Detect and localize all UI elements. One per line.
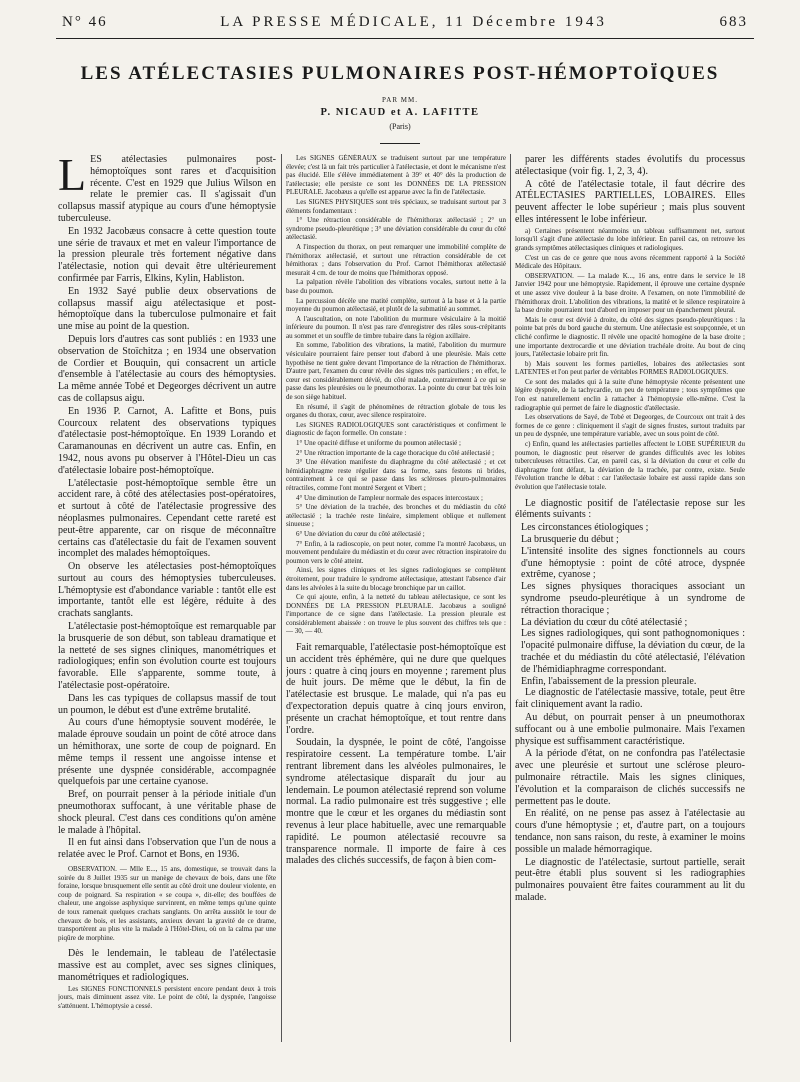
paragraph-small: Les SIGNES GÉNÉRAUX se traduisent surtout par une température élevée; c'est là un fait très particulier à l'atélectasie, et dont le mécanisme n'est pas élucidé. Elle s'élève immédiatement à 39° et 40° dès la production de l'atélectasie; elle persiste ce sont les DONNÉES DE LA PRESSION PLEURALE. Jacobæus a qu'elle est apparue avec la fin de l'atélectasie. — [286, 154, 506, 197]
paragraph: L'atélectasie post-hémoptoïque semble être un accident rare, à côté des atélectasies post-opératoires, et surtout à côté de l'atélectasie progressive des néoplasmes pulmonaires. Cependant cette rareté est peut-être apparente, car on risque de méconnaître certains cas d'atélectasie du fait de l'examen souvent incomplet des malades hémoptoïques. — [58, 477, 276, 560]
paragraph: On observe les atélectasies post-hémoptoïques surtout au cours des hémoptysies tuberculeuses. L'hémoptysie est d'abondance variable : tantôt elle est importante, tantôt elle est légère, réduite à des crachats sanglants. — [58, 561, 276, 620]
paragraph: parer les différents stades évolutifs du processus atélectasique (voir fig. 1, 2, 3, 4). — [515, 154, 745, 177]
paragraph: En réalité, on ne pense pas assez à l'atélectasie au cours d'une hémoptysie ; et, d'autre part, on a toujours tendance, non sans raison, du reste, à examiner le moins possible un malade hémorragique. — [515, 808, 745, 855]
column-2 — [286, 154, 506, 1048]
issue-number: N° 46 — [62, 14, 108, 30]
drop-cap: L — [58, 154, 87, 200]
article-title: LES ATÉLECTASIES PULMONAIRES POST-HÉMOPTOÏQUES — [80, 63, 720, 84]
paragraph: Depuis lors d'autres cas sont publiés : en 1933 une observation de Stoïchitza ; en 1934 une observation de Cordier et Bouquin, qui consacrent un article d'ensemble à l'atélectasie au cours des hémoptysies. La même année Tobé et Degeorges décrivent un autre cas de collapsus aigu. — [58, 333, 276, 404]
paragraph: A côté de l'atélectasie totale, il faut décrire des ATÉLECTASIES PARTIELLES, LOBAIRES. Elles peuvent affecter le lobe supérieur ; mais plus souvent elles intéressent le lobe inférieur. — [515, 178, 745, 225]
paragraph-small: La palpation révèle l'abolition des vibrations vocales, surtout nette à la base du poumon. — [286, 278, 506, 295]
paragraph: Le diagnostic de l'atélectasie, surtout partielle, serait peut-être établi plus souvent si les radiographies pulmonaires pouvaient être faites couramment au lit du malade. — [515, 856, 745, 903]
byline-par: PAR MM. — [382, 96, 418, 104]
paragraph-small: En somme, l'abolition des vibrations, la matité, l'abolition du murmure vésiculaire pourraient faire penser tout d'abord à une pleurésie. Mais cette hypothèse ne tient guère devant l'importance de la rétraction de l'hémithorax. D'autre part, l'examen du cœur révèle des signes très particuliers ; en effet, le cœur est considérablement dévié, du côté malade, contrairement à ce qui se passe dans les pleurésies ou le pneumothorax. La pointe du cœur bat très loin de son siège habituel. — [286, 341, 506, 402]
paragraph-small: Ce sont des malades qui à la suite d'une hémoptysie récente présentent une légère dyspnée, de la tachycardie, un peu de température ; tous symptômes que l'on est naturellement enclin à rattacher à l'hémoptysie elle-même. C'est la radiographie qui permet de faire le diagnostic d'atélectasie. — [515, 377, 745, 412]
page-number: 683 — [719, 14, 748, 30]
paragraph-small: Les SIGNES FONCTIONNELS persistent encore pendant deux à trois jours, mais diminuent assez vite. Le point de côté, la dyspnée, l'angoisse s'atténuent. L'hémoptysie a cessé. — [58, 984, 276, 1010]
paragraph-small: Ainsi, les signes cliniques et les signes radiologiques se complètent étroitement, pour traduire le syndrome atélectasique, attestant l'absence d'air dans les alvéoles à la suite du blocage bronchique par un caillot. — [286, 566, 506, 592]
paragraph-small: C'est un cas de ce genre que nous avons récemment rapporté à la Société Médicale des Hôpitaux. — [515, 253, 745, 271]
diagnostic-list — [515, 522, 745, 687]
paragraph: L'atélectasie post-hémoptoïque est remarquable par la brusquerie de son début, son tableau dramatique et la netteté de ses signes cliniques, manométriques et radiologiques; enfin son évolution courte est toujours favorable. Elle s'apparente, somme toute, à l'atélectasie post-opératoire. — [58, 621, 276, 692]
paragraph: En 1932 Jacobæus consacre à cette question toute une série de travaux et met en valeur l'importance de la pression pleurale très fortement négative dans l'atélectasie, notion qui devait être ultérieurement confirmée par Farris, Elkins, Kylin, Habliston. — [58, 225, 276, 284]
paragraph: Dès le lendemain, le tableau de l'atélectasie massive est au complet, avec ses signes cliniques, manométriques et radiologiques. — [58, 948, 276, 983]
paragraph-small: 5° Une déviation de la trachée, des bronches et du médiastin du côté atélectasié ; la trachée reste linéaire, simplement oblique et nullement sinueuse ; — [286, 503, 506, 529]
list-item: Les signes radiologiques, qui sont pathognomoniques : l'opacité pulmonaire diffuse, la déviation du cœur, de la trachée et du médiastin du côté atélectasié, l'élévation de l'hémidiaphragme correspondant. — [521, 628, 745, 675]
observation-note: OBSERVATION. — La malade K..., 16 ans, entre dans le service le 18 Janvier 1942 pour une hémoptysie. Rapidement, il éprouve une certaine dyspnée et une assez vive douleur à la base droite. A l'examen, on note l'immobilité de l'hémithorax droit. L'abolition des vibrations, la matité et le silence respiratoire à la base droite pourraient tout d'abord en imposer pour un épanchement pleural. — [515, 271, 745, 315]
paragraph-small: 1° Une opacité diffuse et uniforme du poumon atélectasié ; — [296, 439, 461, 447]
paragraph: Fait remarquable, l'atélectasie post-hémoptoïque est un accident très éphémère, qui ne dure que quelques jours : quatre à cinq jours en moyenne ; rarement plus de huit jours. De même que le début, la fin de l'atélectasie est brusque. Le malade, qui n'a pas eu d'expectoration depuis quatre à cinq jours environ, présente un crachat hémoptoïque, et tout rentre dans l'ordre. — [286, 642, 506, 736]
author-location: (Paris) — [389, 122, 411, 131]
paragraph-small: a) Certaines présentent néanmoins un tableau suffisamment net, surtout lorsqu'il s'agit d'une atélectasie du lobe inférieur. En pareil cas, on retrouve les grands symptômes atélectasiques cliniques et radiologiques. — [515, 226, 745, 252]
paragraph-small: 6° Une déviation du cœur du côté atélectasié ; — [296, 529, 425, 538]
article-authors: P. NICAUD et A. LAFITTE — [320, 107, 480, 118]
paragraph: LES atélectasies pulmonaires post-hémoptoïques sont rares et d'acquisition récente. C'est en 1929 que Julius Wilson en relate le premier cas. Il s'agissait d'un collapsus massif atypique au cours d'une hémoptysie tuberculeuse. — [58, 154, 276, 224]
paragraph: Le diagnostic positif de l'atélectasie repose sur les éléments suivants : — [515, 497, 745, 521]
paragraph-small: En résumé, il s'agit de phénomènes de rétraction globale de tous les organes du thorax, cœur, avec silence respiratoire. — [286, 402, 506, 420]
list-item: La brusquerie du début ; — [521, 533, 619, 545]
paragraph-small: A l'auscultation, on note l'abolition du murmure vésiculaire à la moitié inférieure du poumon. Il n'est pas rare d'enregistrer des râles sous-crépitants au sommet et un souffle de timbre tubaire dans la région axillaire. — [286, 314, 506, 340]
paragraph: En 1936 P. Carnot, A. Lafitte et Bons, puis Courcoux relatent des observations typiques d'atélectasie post-hémoptoïque. En 1939 Lorando et Caramanounas en décrivent un autre cas. Enfin, en 1942, nous avons pu observer à l'Hôtel-Dieu un cas d'atélectasie lobaire post-hémoptoïque. — [58, 405, 276, 476]
paragraph-small: La percussion décèle une matité complète, surtout à la base et à la partie moyenne du poumon atélectasié, et plutôt de la submatité au sommet. — [286, 296, 506, 314]
paragraph-small: 3° Une élévation manifeste du diaphragme du côté atélectasié ; et cet hémidiaphragme reste régulier dans sa forme, sans festons ni brides, contrairement à ce qui se passe dans les scléroses pleuro-pulmonaires rétractiles, comme l'ont montré Sergent et Vibert ; — [286, 458, 506, 492]
list-item: Enfin, l'abaissement de la pression pleurale. — [521, 675, 697, 687]
paragraph-small: 7° Enfin, à la radioscopie, on peut noter, comme l'a montré Jacobæus, un mouvement pendulaire du médiastin et du cœur avec rétraction inspiratoire du poumon vers le côté atteint. — [286, 539, 506, 565]
column-3 — [515, 154, 745, 1048]
observation-note: OBSERVATION. — Mlle E..., 15 ans, domestique, se trouvait dans la soirée du 8 Juillet 1935 sur un manège de chevaux de bois, dans une fête foraine, lorsque brusquement elle sentit au côté droit une douleur violente, en coup de poignard. Sa respiration « se coupa », dit-elle; des bouffées de chaleur, une angoisse asphyxique survinrent, en même temps qu'une quinte de toux ramenait quelques crachats sanglants. On arrêta aussitôt le tour de chevaux de bois, et les assistants, anxieux devant la gravité de ce drame, transportèrent au plus vite la malade à l'Hôtel-Dieu, où on la calma par une piqûre de morphine. — [58, 865, 276, 942]
paragraph: Le diagnostic de l'atélectasie massive, totale, peut être fait cliniquement avant la radio. — [515, 687, 745, 711]
paragraph: Soudain, la dyspnée, le point de côté, l'angoisse respiratoire cessent. La température tombe. L'air rentrant librement dans les alvéoles pulmonaires, le syndrome atélectasique disparaît du jour au lendemain. Le poumon atélectasié reprend son volume normal. La radio pulmonaire est très suggestive ; elle montre que le cœur et les organes du médiastin sont revenus à leur place habituelle, avec une remarquable rapidité. Le poumon atélectasié recouvre sa transparence normale. Il importe de faire à ces malades des clichés successifs, de façon à bien com- — [286, 737, 506, 867]
paragraph: Au début, on pourrait penser à un pneumothorax suffocant ou à une embolie pulmonaire. Mais l'examen physique est suffisamment caractéristique. — [515, 711, 745, 747]
paragraph-small: b) Mais souvent les formes partielles, lobaires des atélectasies sont LATENTES et l'on peut parler de véritables FORMES RADIOLOGIQUES. — [515, 359, 745, 377]
paragraph: Au cours d'une hémoptysie souvent modérée, le malade éprouve soudain un point de côté atroce dans un hémithorax, une sorte de coup de poignard. En même temps il ressent une angoisse intense et présente une dyspnée considérable, accompagnée quelquefois par une certaine cyanose. — [58, 717, 276, 788]
paragraph: Dans les cas typiques de collapsus massif de tout un poumon, le début est d'une extrême brutalité. — [58, 692, 276, 716]
list-item: Les circonstances étiologiques ; — [521, 522, 649, 534]
paragraph-small: Mais le cœur est dévié à droite, du côté des signes pseudo-pleurétiques : la pointe bat près du bord gauche du sternum. Une atélectasie est soupçonnée, et un cliché confirme le diagnostic. Il révèle une opacité homogène de la base droite ; une importante dextrocardie et une déviation trachéale droite. Au bout de cinq jours, l'atélectasie lobaire prit fin. — [515, 315, 745, 359]
paragraph-small: Les observations de Sayé, de Tobé et Degeorges, de Courcoux ont trait à des formes de ce genre : cliniquement il s'agit de signes frustes, surtout traduits par un peu de dyspnée, une température variable, avec un sous point de côté. — [515, 413, 745, 439]
journal-title: LA PRESSE MÉDICALE, 11 Décembre 1943 — [220, 14, 607, 30]
paragraph: Il en fut ainsi dans l'observation que l'un de nous a relatée avec le Prof. Carnot et Bons, en 1936. — [58, 837, 276, 861]
column-1 — [58, 154, 276, 1048]
paragraph: Bref, on pourrait penser à la période initiale d'un pneumothorax suffocant, à une véritable phase de shock pleural. C'est dans ces conditions qu'on amène le malade à l'hôpital. — [58, 789, 276, 836]
paragraph-small: 4° Une diminution de l'ampleur normale des espaces intercostaux ; — [296, 493, 483, 502]
list-item: La déviation du cœur du côté atélectasié ; — [521, 616, 688, 628]
paragraph-small: 2° Une rétraction importante de la cage thoracique du côté atélectasié ; — [296, 448, 495, 457]
paragraph: A la période d'état, on ne confondra pas l'atélectasie avec une pleurésie et surtout une sclérose pleuro-pulmonaire rétractile. Mais les signes cliniques, l'évolution et la comparaison de clichés successifs ne permettent pas le doute. — [515, 748, 745, 807]
paragraph-small: Les SIGNES RADIOLOGIQUES sont caractéristiques et confirment le diagnostic de façon formelle. On constate : — [286, 420, 506, 438]
paragraph: En 1932 Sayé publie deux observations de collapsus massif aigu atélectasique et post-hémoptoïque dans la tuberculose pulmonaire et fait une mise au point de la question. — [58, 285, 276, 333]
paragraph-small: 1° Une rétraction considérable de l'hémithorax atélectasié ; 2° un syndrome pseudo-pleurétique ; 3° une déviation considérable du cœur du côté atélectasié. — [286, 216, 506, 242]
title-rule — [380, 143, 420, 144]
column-divider — [281, 154, 282, 1042]
running-header — [62, 14, 748, 34]
column-divider — [510, 154, 511, 1042]
paragraph-small: A l'inspection du thorax, on peut remarquer une immobilité complète de l'hémithorax atélectasié, et surtout une rétraction considérable de cet hémithorax ; dans l'observation du Prof. Carnot l'hémithorax atélectasié mesurait 4 cm. de tour de moins que l'hémithorax opposé. — [286, 242, 506, 277]
paragraph-small: Ce qui ajoute, enfin, à la netteté du tableau atélectasique, ce sont les DONNÉES DE LA PRESSION PLEURALE. Jacobæus a souligné l'importance de ce signe dans l'atélectasie. La pression pleurale est considérablement abaissée : on trouve le plus souvent des chiffres tels que : — 30, — 40. — [286, 593, 506, 636]
list-item: Les signes physiques thoraciques associant un syndrome pseudo-pleurétique à un syndrome de rétraction thoracique ; — [521, 581, 745, 616]
header-rule — [56, 38, 754, 39]
list-item: L'intensité insolite des signes fonctionnels au cours d'une hémoptysie : point de côté atroce, dyspnée extrême, cyanose ; — [521, 545, 745, 581]
paragraph-small: Les SIGNES PHYSIQUES sont très spéciaux, se traduisant surtout par 3 éléments fondamentaux : — [286, 197, 506, 215]
paragraph-small: c) Enfin, quand les atélectasies partielles affectent le LOBE SUPÉRIEUR du poumon, le diagnostic peut réserver de grandes difficultés avec les lobites tuberculeuses rétractiles. Car, en pareil cas, si la déviation du cœur et celle du diaphragme font défaut, la déviation de la trachée, par contre, existe. Seule l'évolution tranche le débat : car l'atélectasie lobaire est aussi rapide dans son évolution que l'atélectasie totale. — [515, 440, 745, 491]
